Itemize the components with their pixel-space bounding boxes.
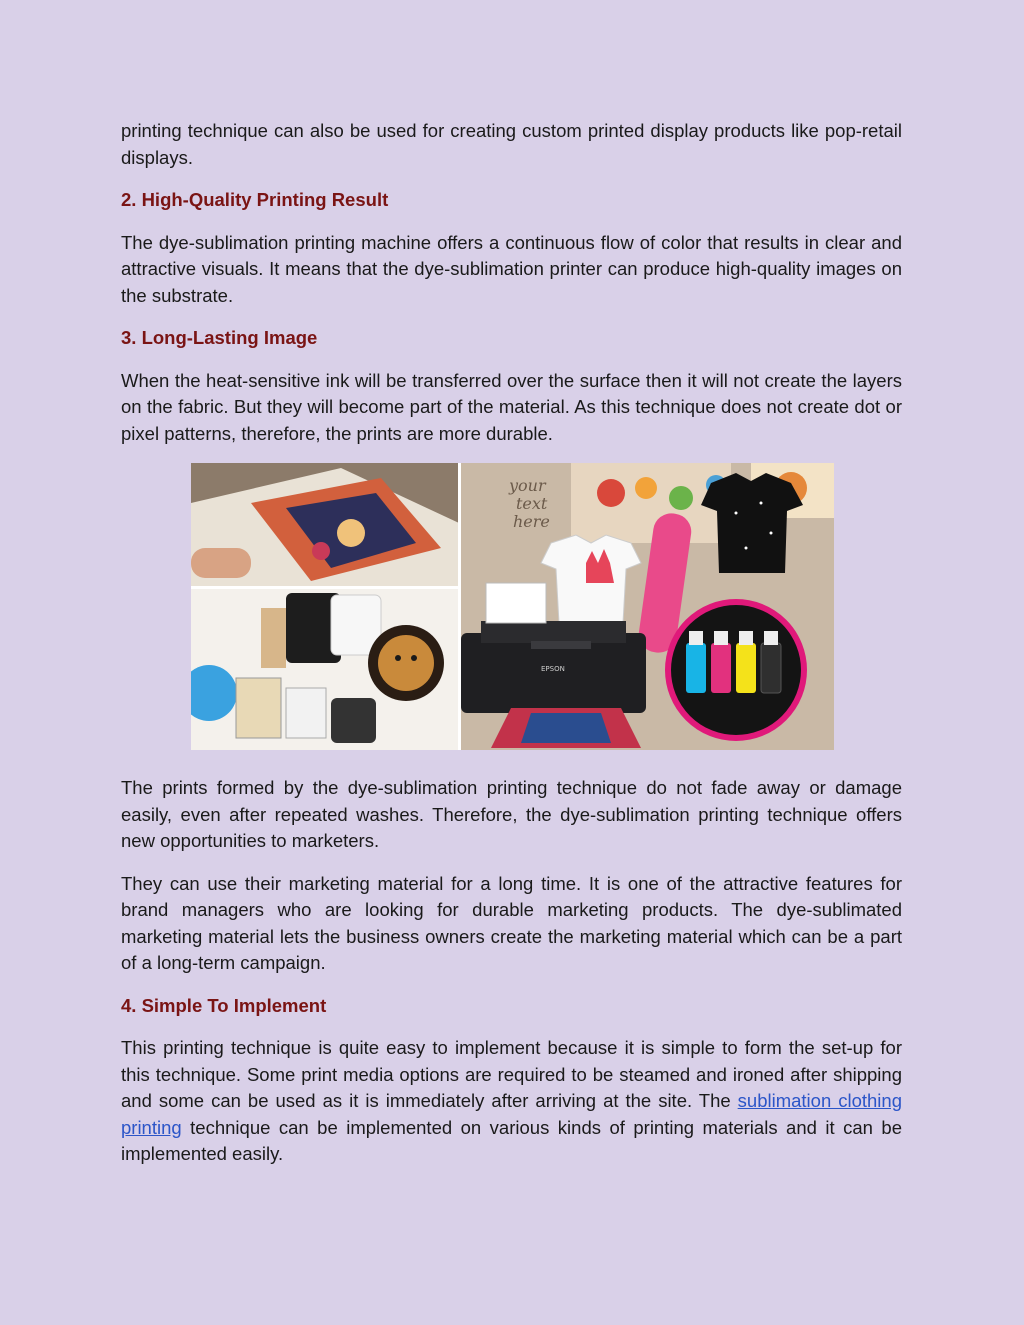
black-ink-bottle <box>761 643 781 693</box>
intro-paragraph-tail: printing technique can also be used for creating custom printed display products like pop-retail displays. <box>121 120 902 168</box>
section-heading-long-lasting: 3. Long-Lasting Image <box>121 327 318 348</box>
section-4-text-after-link: technique can be implemented on various kinds of printing materials and it can be implemented easily. <box>121 1116 902 1164</box>
document-page <box>121 118 902 1184</box>
section-4-text-before-link: This printing technique is quite easy to implement because it is simple to form the set-up for this technique. Some print media options are required to be steamed and ironed after shipping and some can be used as it is immediately after arriving at the site. The <box>121 1037 902 1111</box>
svg-text:text: text <box>516 494 548 513</box>
printer-brand-label: EPSON <box>541 665 565 673</box>
svg-text:here: here <box>513 512 550 531</box>
cyan-ink-bottle <box>686 643 706 693</box>
section-3-paragraph-3: They can use their marketing material for a long time. It is one of the attractive features for brand managers who are looking for durable marketing products. The dye-sublimated marketing material lets the business owners create the marketing material which can be a part of a long-term campaign. <box>121 872 902 973</box>
wall-decal-text: your <box>509 476 546 495</box>
section-heading-high-quality: 2. High-Quality Printing Result <box>121 189 389 210</box>
section-4-paragraph <box>121 1035 902 1168</box>
section-heading-simple-to-implement: 4. Simple To Implement <box>121 994 327 1016</box>
yellow-ink-bottle <box>736 643 756 693</box>
section-3-paragraph-2: The prints formed by the dye-sublimation printing technique do not fade away or damage easily, even after repeated washes. Therefore, the dye-sublimation printing technique offers new opportunities to marketers. <box>121 777 902 851</box>
section-3-paragraph-1: When the heat-sensitive ink will be transferred over the surface then it will not create the layers on the fabric. But they will become part of the material. As this technique does not create dot or pixel patterns, therefore, the prints are more durable. <box>121 369 902 444</box>
sublimation-products-collage-image <box>191 463 834 750</box>
magenta-ink-bottle <box>711 643 731 693</box>
section-2-paragraph: The dye-sublimation printing machine offers a continuous flow of color that results in clear and attractive visuals. It means that the dye-sublimation printer can produce high-quality images on the substrate. <box>121 231 902 306</box>
sublimation-clothing-printing-link[interactable]: sublimation clothing printing <box>121 1090 902 1138</box>
